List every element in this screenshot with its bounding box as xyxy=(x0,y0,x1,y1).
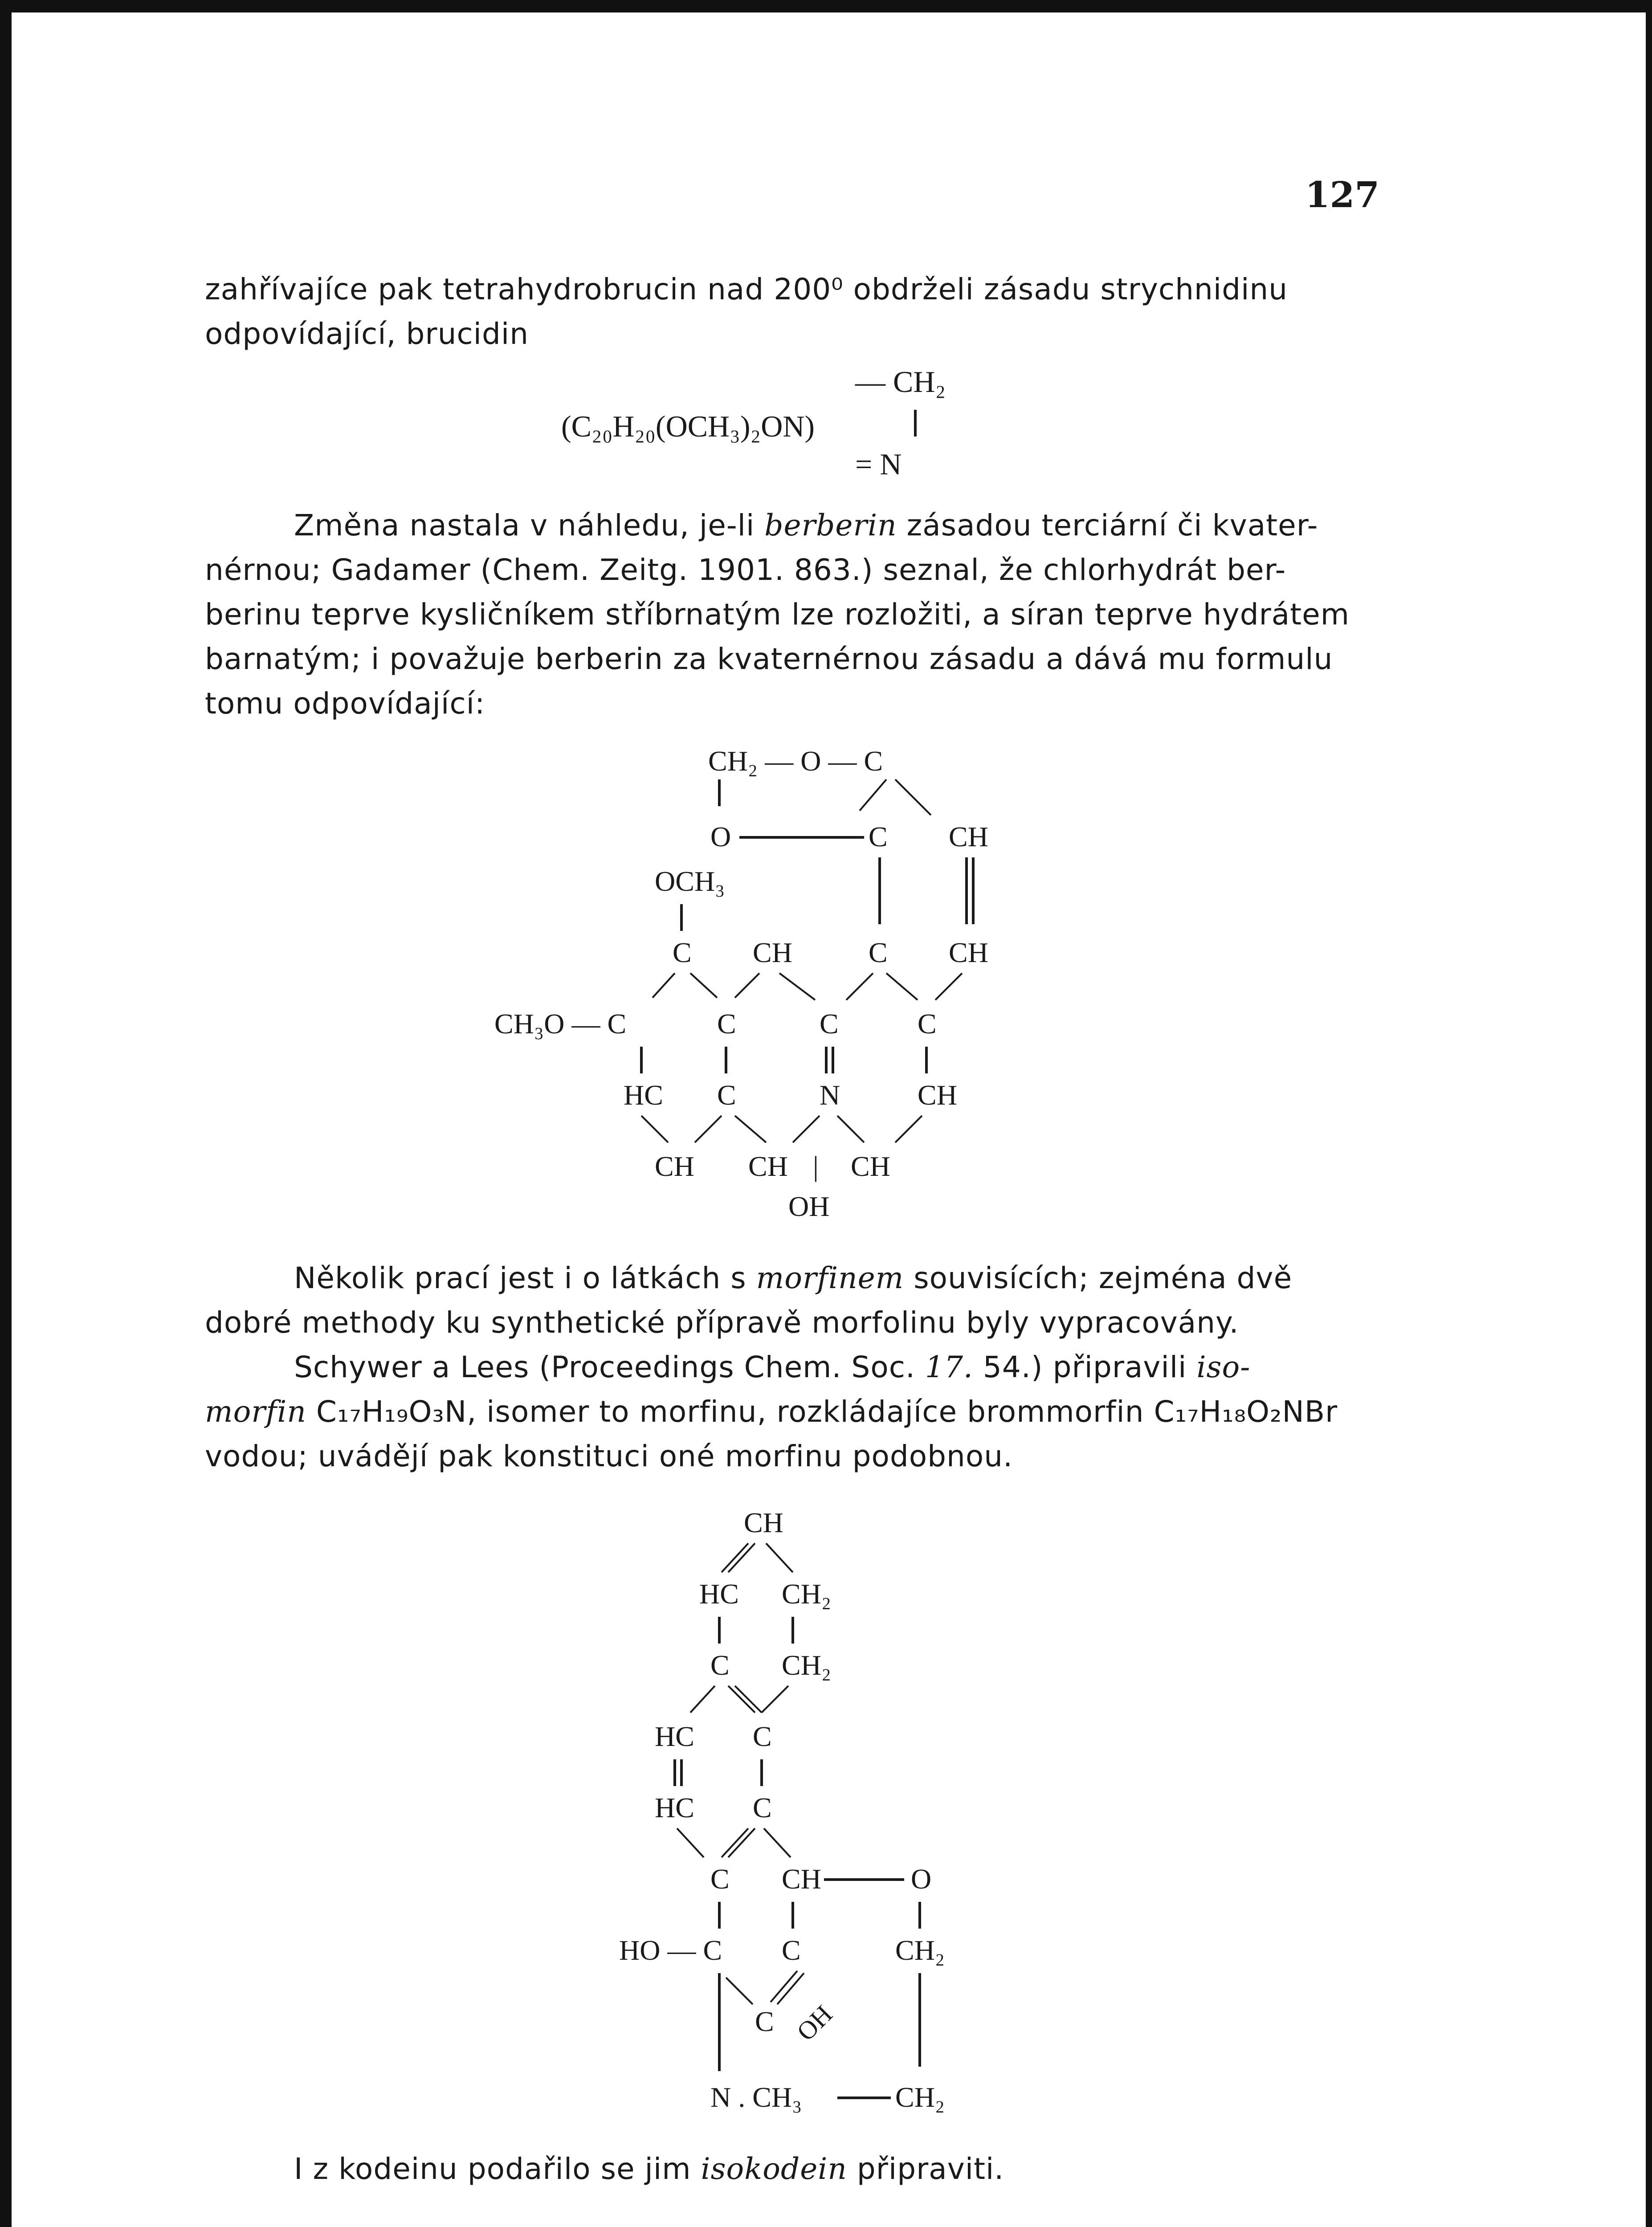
atom-ch2: CH₂ xyxy=(895,1934,945,1966)
atom-c: C xyxy=(755,2006,774,2037)
bond xyxy=(722,1828,748,1857)
atom-ch: CH xyxy=(918,1079,957,1111)
paragraph-isomorfin xyxy=(205,1345,1372,1479)
bond xyxy=(895,779,931,815)
emphasis-berberin: berberin xyxy=(764,508,897,542)
atom-ch: CH xyxy=(753,937,792,968)
bond-bar: | xyxy=(813,1150,819,1182)
text-line: I z kodeinu podařilo se jim isokodein připraviti. xyxy=(294,2152,1004,2186)
paragraph-morfin xyxy=(205,1256,1372,1345)
atom-oh: OH xyxy=(788,1191,830,1222)
bond xyxy=(677,1828,704,1857)
bond xyxy=(895,1116,922,1142)
bond xyxy=(728,1543,755,1572)
atom-c: C xyxy=(710,1649,730,1681)
page-number: 127 xyxy=(1305,174,1379,216)
atom-ch: CH xyxy=(782,1863,821,1895)
atom-c: C xyxy=(710,1863,730,1895)
text-line: morfin C₁₇H₁₉O₃N, isomer to morfinu, rozkládajíce brommorfin C₁₇H₁₈O₂NBr xyxy=(205,1395,1338,1429)
atom-c: C xyxy=(717,1008,736,1040)
atom-ch2: CH₂ xyxy=(782,1578,832,1610)
atom-ch: CH xyxy=(748,1150,788,1182)
atom-c: C xyxy=(820,1008,839,1040)
formula-main: (C₂₀H₂₀(OCH₃)₂ON) xyxy=(561,409,815,443)
bond xyxy=(846,973,873,1000)
text-line: odpovídající, brucidin xyxy=(205,317,529,351)
atom-c: C xyxy=(717,1079,736,1111)
atom-ch2-o-c: CH₂ — O — C xyxy=(708,745,883,777)
bond xyxy=(764,1828,791,1857)
bond xyxy=(793,1116,820,1142)
atom-c: C xyxy=(753,1792,772,1823)
text-line: vodou; uvádějí pak konstituci oné morfinu podobnou. xyxy=(205,1439,1013,1473)
bond xyxy=(728,1828,755,1857)
text-line: Schywer a Lees (Proceedings Chem. Soc. 17. 54.) připravili iso- xyxy=(294,1350,1251,1384)
atom-ch3o-c: CH₃O — C xyxy=(494,1008,627,1040)
atom-c: C xyxy=(918,1008,937,1040)
text-line: zahřívajíce pak tetrahydrobrucin nad 200⁰ obdrželi zásadu strychnidinu xyxy=(205,272,1288,306)
text-line: nérnou; Gadamer (Chem. Zeitg. 1901. 863.) seznal, že chlorhydrát ber- xyxy=(205,553,1286,587)
isomorphine-structure xyxy=(601,1501,1047,2125)
berberine-structure xyxy=(468,739,1091,1238)
emphasis-morfinem: morfinem xyxy=(756,1261,904,1295)
atom-c: C xyxy=(673,937,692,968)
emphasis-isokodein: isokodein xyxy=(701,2152,847,2186)
bond xyxy=(935,973,962,1000)
atom-hc: HC xyxy=(655,1792,694,1823)
bond xyxy=(726,1978,753,2004)
atom-ch: CH xyxy=(949,821,988,852)
atom-oh: OH xyxy=(791,1999,838,2047)
atom-c: C xyxy=(869,937,888,968)
emphasis-morfin: morfin xyxy=(205,1395,306,1429)
bond xyxy=(695,1116,722,1142)
atom-c: C xyxy=(782,1934,801,1966)
bond xyxy=(779,973,815,1000)
atom-ch: CH xyxy=(949,937,988,968)
text-line: tomu odpovídající: xyxy=(205,686,485,721)
paragraph-isokodein xyxy=(205,2147,1372,2191)
bond xyxy=(641,1116,668,1142)
atom-ho-c: HO — C xyxy=(619,1934,722,1966)
bond xyxy=(690,1686,715,1713)
atom-ch: CH xyxy=(851,1150,890,1182)
bond xyxy=(837,1116,864,1142)
atom-hc: HC xyxy=(624,1079,663,1111)
bond xyxy=(735,1686,762,1713)
bond xyxy=(860,779,886,811)
bond xyxy=(886,973,918,1000)
bond xyxy=(762,1686,788,1713)
atom-c: C xyxy=(753,1721,772,1752)
bond xyxy=(653,973,675,998)
paragraph-brucidin xyxy=(205,267,1372,356)
text-line: dobré methody ku synthetické přípravě morfolinu byly vypracovány. xyxy=(205,1305,1239,1340)
formula-n: = N xyxy=(855,447,902,481)
formula-ch2: — CH₂ xyxy=(855,365,946,399)
atom-ch: CH xyxy=(655,1150,694,1182)
atom-ch2: CH₂ xyxy=(895,2081,945,2113)
atom-o: O xyxy=(911,1863,932,1895)
atom-n: N xyxy=(820,1079,840,1111)
text-line: Změna nastala v náhledu, je-li berberin zásadou terciární či kvater- xyxy=(294,508,1318,542)
bond xyxy=(690,973,717,998)
text-line: Několik prací jest i o látkách s morfinem souvisících; zejména dvě xyxy=(294,1261,1293,1295)
atom-o: O xyxy=(710,821,731,852)
bond xyxy=(766,1543,793,1572)
atom-hc: HC xyxy=(699,1578,739,1610)
text-line: barnatým; i považuje berberin za kvaternérnou zásadu a dává mu formulu xyxy=(205,642,1333,676)
atom-n-ch3: N . CH₃ xyxy=(710,2081,802,2113)
atom-och3: OCH₃ xyxy=(655,865,725,897)
atom-ch: CH xyxy=(744,1507,783,1538)
atom-ch2: CH₂ xyxy=(782,1649,832,1681)
bond xyxy=(728,1686,755,1713)
text-line: berinu teprve kysličníkem stříbrnatým lze rozložiti, a síran teprve hydrátem xyxy=(205,597,1350,632)
bond xyxy=(735,1116,766,1142)
emphasis-volume: 17. xyxy=(925,1350,973,1384)
emphasis-iso: iso- xyxy=(1196,1350,1251,1384)
bond xyxy=(735,973,759,998)
atom-hc: HC xyxy=(655,1721,694,1752)
paragraph-berberin xyxy=(205,503,1372,726)
atom-c: C xyxy=(869,821,888,852)
bond xyxy=(722,1543,748,1572)
brucidin-formula xyxy=(534,356,1069,490)
